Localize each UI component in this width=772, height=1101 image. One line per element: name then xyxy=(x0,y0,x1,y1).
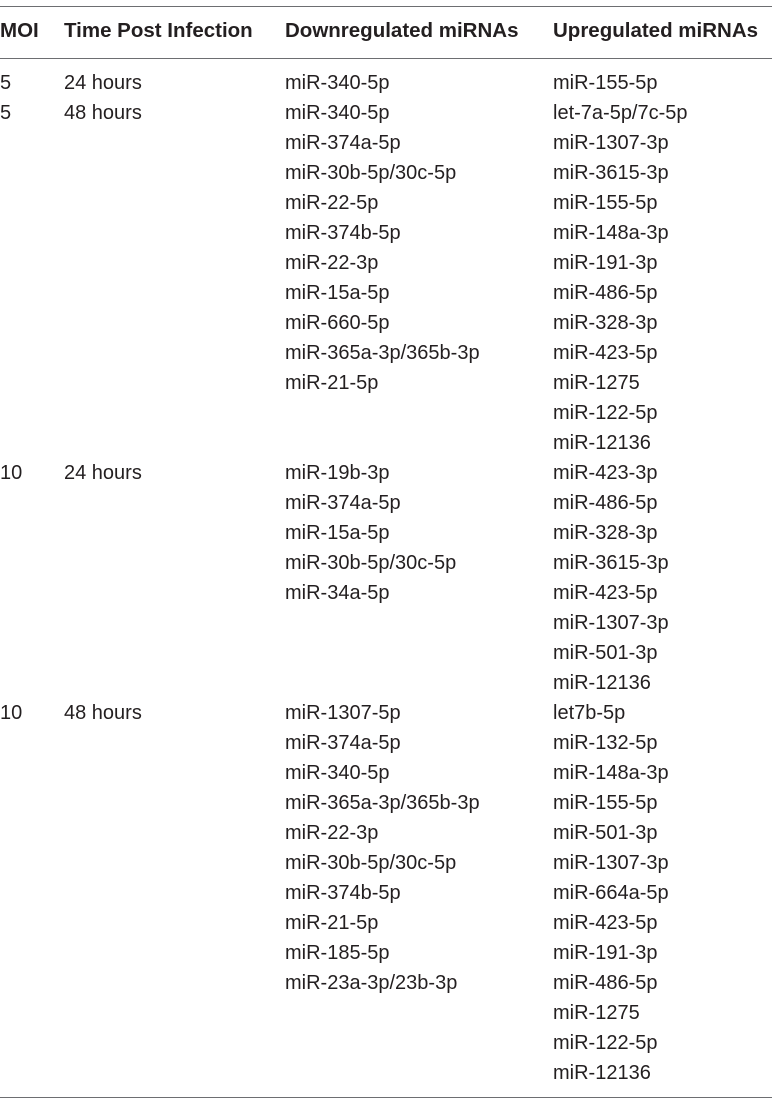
table-row xyxy=(0,68,772,98)
cell-time-post-infection: 48 hours xyxy=(64,702,142,724)
upregulated-mirna: miR-501-3p xyxy=(553,822,658,844)
upregulated-mirna: miR-155-5p xyxy=(553,792,658,814)
upregulated-mirna: miR-3615-3p xyxy=(553,162,669,184)
upregulated-mirna: miR-1275 xyxy=(553,372,640,394)
downregulated-mirna: miR-185-5p xyxy=(285,942,390,964)
header-time-post-infection: Time Post Infection xyxy=(64,19,253,42)
downregulated-mirna: miR-23a-3p/23b-3p xyxy=(285,972,458,994)
upregulated-mirna: miR-328-3p xyxy=(553,312,658,334)
upregulated-mirna: miR-148a-3p xyxy=(553,222,669,244)
table-row xyxy=(0,698,772,1088)
upregulated-mirna: miR-1307-3p xyxy=(553,852,669,874)
upregulated-mirna: miR-148a-3p xyxy=(553,762,669,784)
upregulated-mirna: miR-122-5p xyxy=(553,1032,658,1054)
downregulated-mirna: miR-660-5p xyxy=(285,312,390,334)
upregulated-mirna: miR-12136 xyxy=(553,432,651,454)
downregulated-mirna: miR-374b-5p xyxy=(285,882,401,904)
downregulated-mirna: miR-19b-3p xyxy=(285,462,390,484)
upregulated-mirna: let7b-5p xyxy=(553,702,626,724)
upregulated-mirna: miR-423-5p xyxy=(553,342,658,364)
downregulated-mirna: miR-22-5p xyxy=(285,192,379,214)
table-header xyxy=(0,16,772,46)
table-row xyxy=(0,98,772,458)
downregulated-mirna: miR-374b-5p xyxy=(285,222,401,244)
upregulated-mirna: miR-423-5p xyxy=(553,582,658,604)
cell-time-post-infection: 48 hours xyxy=(64,102,142,124)
cell-moi: 10 xyxy=(0,462,23,484)
cell-moi: 5 xyxy=(0,72,12,94)
downregulated-mirna: miR-15a-5p xyxy=(285,282,390,304)
downregulated-mirna: miR-21-5p xyxy=(285,372,379,394)
bottom-rule xyxy=(0,1097,772,1098)
downregulated-mirna: miR-340-5p xyxy=(285,102,390,124)
header-upregulated: Upregulated miRNAs xyxy=(553,19,759,42)
table-body xyxy=(0,68,772,1088)
upregulated-mirna: miR-3615-3p xyxy=(553,552,669,574)
upregulated-mirna: miR-664a-5p xyxy=(553,882,669,904)
upregulated-mirna: miR-132-5p xyxy=(553,732,658,754)
upregulated-mirna: miR-501-3p xyxy=(553,642,658,664)
downregulated-mirna: miR-30b-5p/30c-5p xyxy=(285,552,457,574)
cell-time-post-infection: 24 hours xyxy=(64,72,142,94)
header-moi: MOI xyxy=(0,19,39,42)
upregulated-mirna: miR-486-5p xyxy=(553,282,658,304)
cell-downregulated-list xyxy=(285,698,480,998)
cell-moi: 5 xyxy=(0,102,12,124)
upregulated-mirna: miR-12136 xyxy=(553,672,651,694)
downregulated-mirna: miR-22-3p xyxy=(285,252,379,274)
upregulated-mirna: miR-486-5p xyxy=(553,492,658,514)
downregulated-mirna: miR-374a-5p xyxy=(285,132,401,154)
downregulated-mirna: miR-30b-5p/30c-5p xyxy=(285,162,457,184)
downregulated-mirna: miR-374a-5p xyxy=(285,492,401,514)
cell-time-post-infection: 24 hours xyxy=(64,462,142,484)
downregulated-mirna: miR-1307-5p xyxy=(285,702,401,724)
cell-upregulated-list xyxy=(553,698,669,1088)
header-downregulated: Downregulated miRNAs xyxy=(285,19,519,42)
downregulated-mirna: miR-21-5p xyxy=(285,912,379,934)
upregulated-mirna: miR-191-3p xyxy=(553,252,658,274)
top-rule xyxy=(0,6,772,7)
cell-upregulated-list xyxy=(553,98,688,458)
downregulated-mirna: miR-340-5p xyxy=(285,72,390,94)
downregulated-mirna: miR-34a-5p xyxy=(285,582,390,604)
cell-downregulated-list xyxy=(285,98,480,398)
upregulated-mirna: miR-155-5p xyxy=(553,72,658,94)
downregulated-mirna: miR-15a-5p xyxy=(285,522,390,544)
upregulated-mirna: miR-486-5p xyxy=(553,972,658,994)
downregulated-mirna: miR-365a-3p/365b-3p xyxy=(285,792,480,814)
upregulated-mirna: miR-1275 xyxy=(553,1002,640,1024)
upregulated-mirna: miR-1307-3p xyxy=(553,132,669,154)
upregulated-mirna: miR-1307-3p xyxy=(553,612,669,634)
upregulated-mirna: miR-12136 xyxy=(553,1062,651,1084)
upregulated-mirna: miR-423-5p xyxy=(553,912,658,934)
upregulated-mirna: miR-155-5p xyxy=(553,192,658,214)
upregulated-mirna: let-7a-5p/7c-5p xyxy=(553,102,688,124)
upregulated-mirna: miR-122-5p xyxy=(553,402,658,424)
cell-upregulated-list xyxy=(553,68,657,98)
cell-downregulated-list xyxy=(285,458,456,608)
downregulated-mirna: miR-374a-5p xyxy=(285,732,401,754)
downregulated-mirna: miR-22-3p xyxy=(285,822,379,844)
header-rule xyxy=(0,58,772,59)
upregulated-mirna: miR-328-3p xyxy=(553,522,658,544)
downregulated-mirna: miR-340-5p xyxy=(285,762,390,784)
downregulated-mirna: miR-30b-5p/30c-5p xyxy=(285,852,457,874)
cell-upregulated-list xyxy=(553,458,669,698)
cell-downregulated-list xyxy=(285,68,389,98)
table-row xyxy=(0,458,772,698)
upregulated-mirna: miR-423-3p xyxy=(553,462,658,484)
upregulated-mirna: miR-191-3p xyxy=(553,942,658,964)
downregulated-mirna: miR-365a-3p/365b-3p xyxy=(285,342,480,364)
cell-moi: 10 xyxy=(0,702,23,724)
